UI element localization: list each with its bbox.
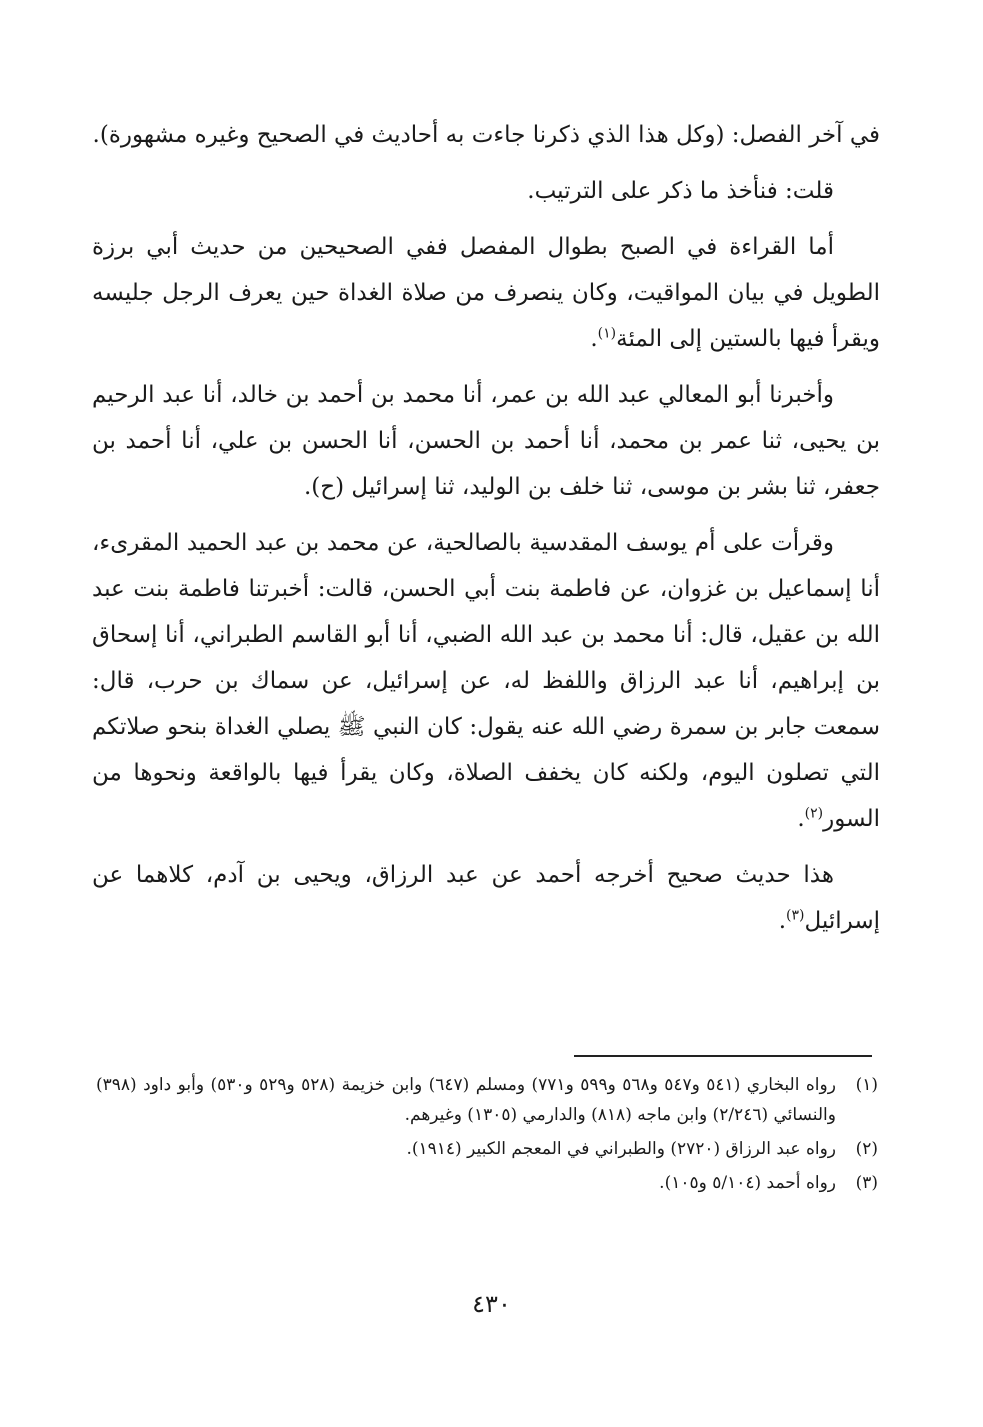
footnotes [96, 1070, 878, 1202]
paragraph-3 [92, 224, 880, 362]
footnote-1 [96, 1070, 878, 1130]
footnote-separator [574, 1055, 872, 1057]
paragraph-3-text: أما القراءة في الصبح بطوال المفصل ففي الصحيحين من حديث أبي برزة الطويل في بيان المواقيت، وكان ينصرف من صلاة الغداة حين يعرف الرجل جليسه ويقرأ فيها بالستين إلى المئة [92, 234, 880, 352]
page-number: ٤٣٠ [472, 1290, 511, 1318]
footnote-1-text: رواه البخاري (٥٤١ و٥٤٧ و٥٦٨ و٥٩٩ و٧٧١) ومسلم (٦٤٧) وابن خزيمة (٥٢٨ و٥٢٩ و٥٣٠) وأبو داود (٣٩٨) والنسائي (٢/٢٤٦) وابن ماجه (٨١٨) والدارمي (١٣٠٥) وغيرهم. [96, 1075, 836, 1125]
footnote-3 [96, 1168, 878, 1198]
paragraph-5-text: وقرأت على أم يوسف المقدسية بالصالحية، عن محمد بن عبد الحميد المقرىء، أنا إسماعيل بن غزوان، عن فاطمة بنت أبي الحسن، قالت: أخبرتنا فاطمة بنت عبد الله بن عقيل، قال: أنا محمد بن عبد الله الضبي، أنا أبو القاسم الطبراني، أنا إسحاق بن إبراهيم، أنا عبد الرزاق واللفظ له، عن إسرائيل، عن سماك بن حرب، قال: سمعت جابر بن سمرة رضي الله عنه يقول: كان النبي ﷺ يصلي الغداة بنحو صلاتكم التي تصلون اليوم، ولكنه كان يخفف الصلاة، وكان يقرأ فيها بالواقعة ونحوها من السور [92, 530, 881, 832]
paragraph-6-text: هذا حديث صحيح أخرجه أحمد عن عبد الرزاق، ويحيى بن آدم، كلاهما عن إسرائيل [92, 862, 880, 934]
footnote-1-number: (١) [855, 1075, 878, 1095]
footnote-ref-2: (٢) [804, 805, 824, 822]
footnote-2-text: رواه عبد الرزاق (٢٧٢٠) والطبراني في المعجم الكبير (١٩١٤). [406, 1139, 836, 1159]
paragraph-3-end: . [590, 326, 598, 352]
paragraph-2-text: قلت: فنأخذ ما ذكر على الترتيب. [527, 178, 834, 204]
main-text [92, 112, 880, 954]
paragraph-5-end: . [797, 806, 805, 832]
paragraph-5 [92, 520, 880, 842]
paragraph-2 [92, 168, 880, 214]
paragraph-4-text: وأخبرنا أبو المعالي عبد الله بن عمر، أنا محمد بن أحمد بن خالد، أنا عبد الرحيم بن يحيى، ثنا عمر بن محمد، أنا أحمد بن الحسن، أنا الحسن بن علي، أنا أحمد بن جعفر، ثنا بشر بن موسى، ثنا خلف بن الوليد، ثنا إسرائيل (ح). [92, 382, 880, 500]
footnote-ref-1: (١) [597, 325, 617, 342]
footnote-2-number: (٢) [855, 1139, 878, 1159]
paragraph-6 [92, 852, 880, 944]
paragraph-6-end: . [778, 908, 787, 934]
footnote-3-text: رواه أحمد (٥/١٠٤ و١٠٥). [659, 1173, 836, 1193]
footnote-2 [96, 1134, 878, 1164]
footnote-ref-3: (٣) [786, 907, 805, 924]
paragraph-1 [92, 112, 880, 158]
paragraph-4 [92, 372, 880, 510]
footnote-3-number: (٣) [855, 1173, 878, 1193]
paragraph-1-text: في آخر الفصل: (وكل هذا الذي ذكرنا جاءت به أحاديث في الصحيح وغيره مشهورة). [92, 122, 880, 148]
